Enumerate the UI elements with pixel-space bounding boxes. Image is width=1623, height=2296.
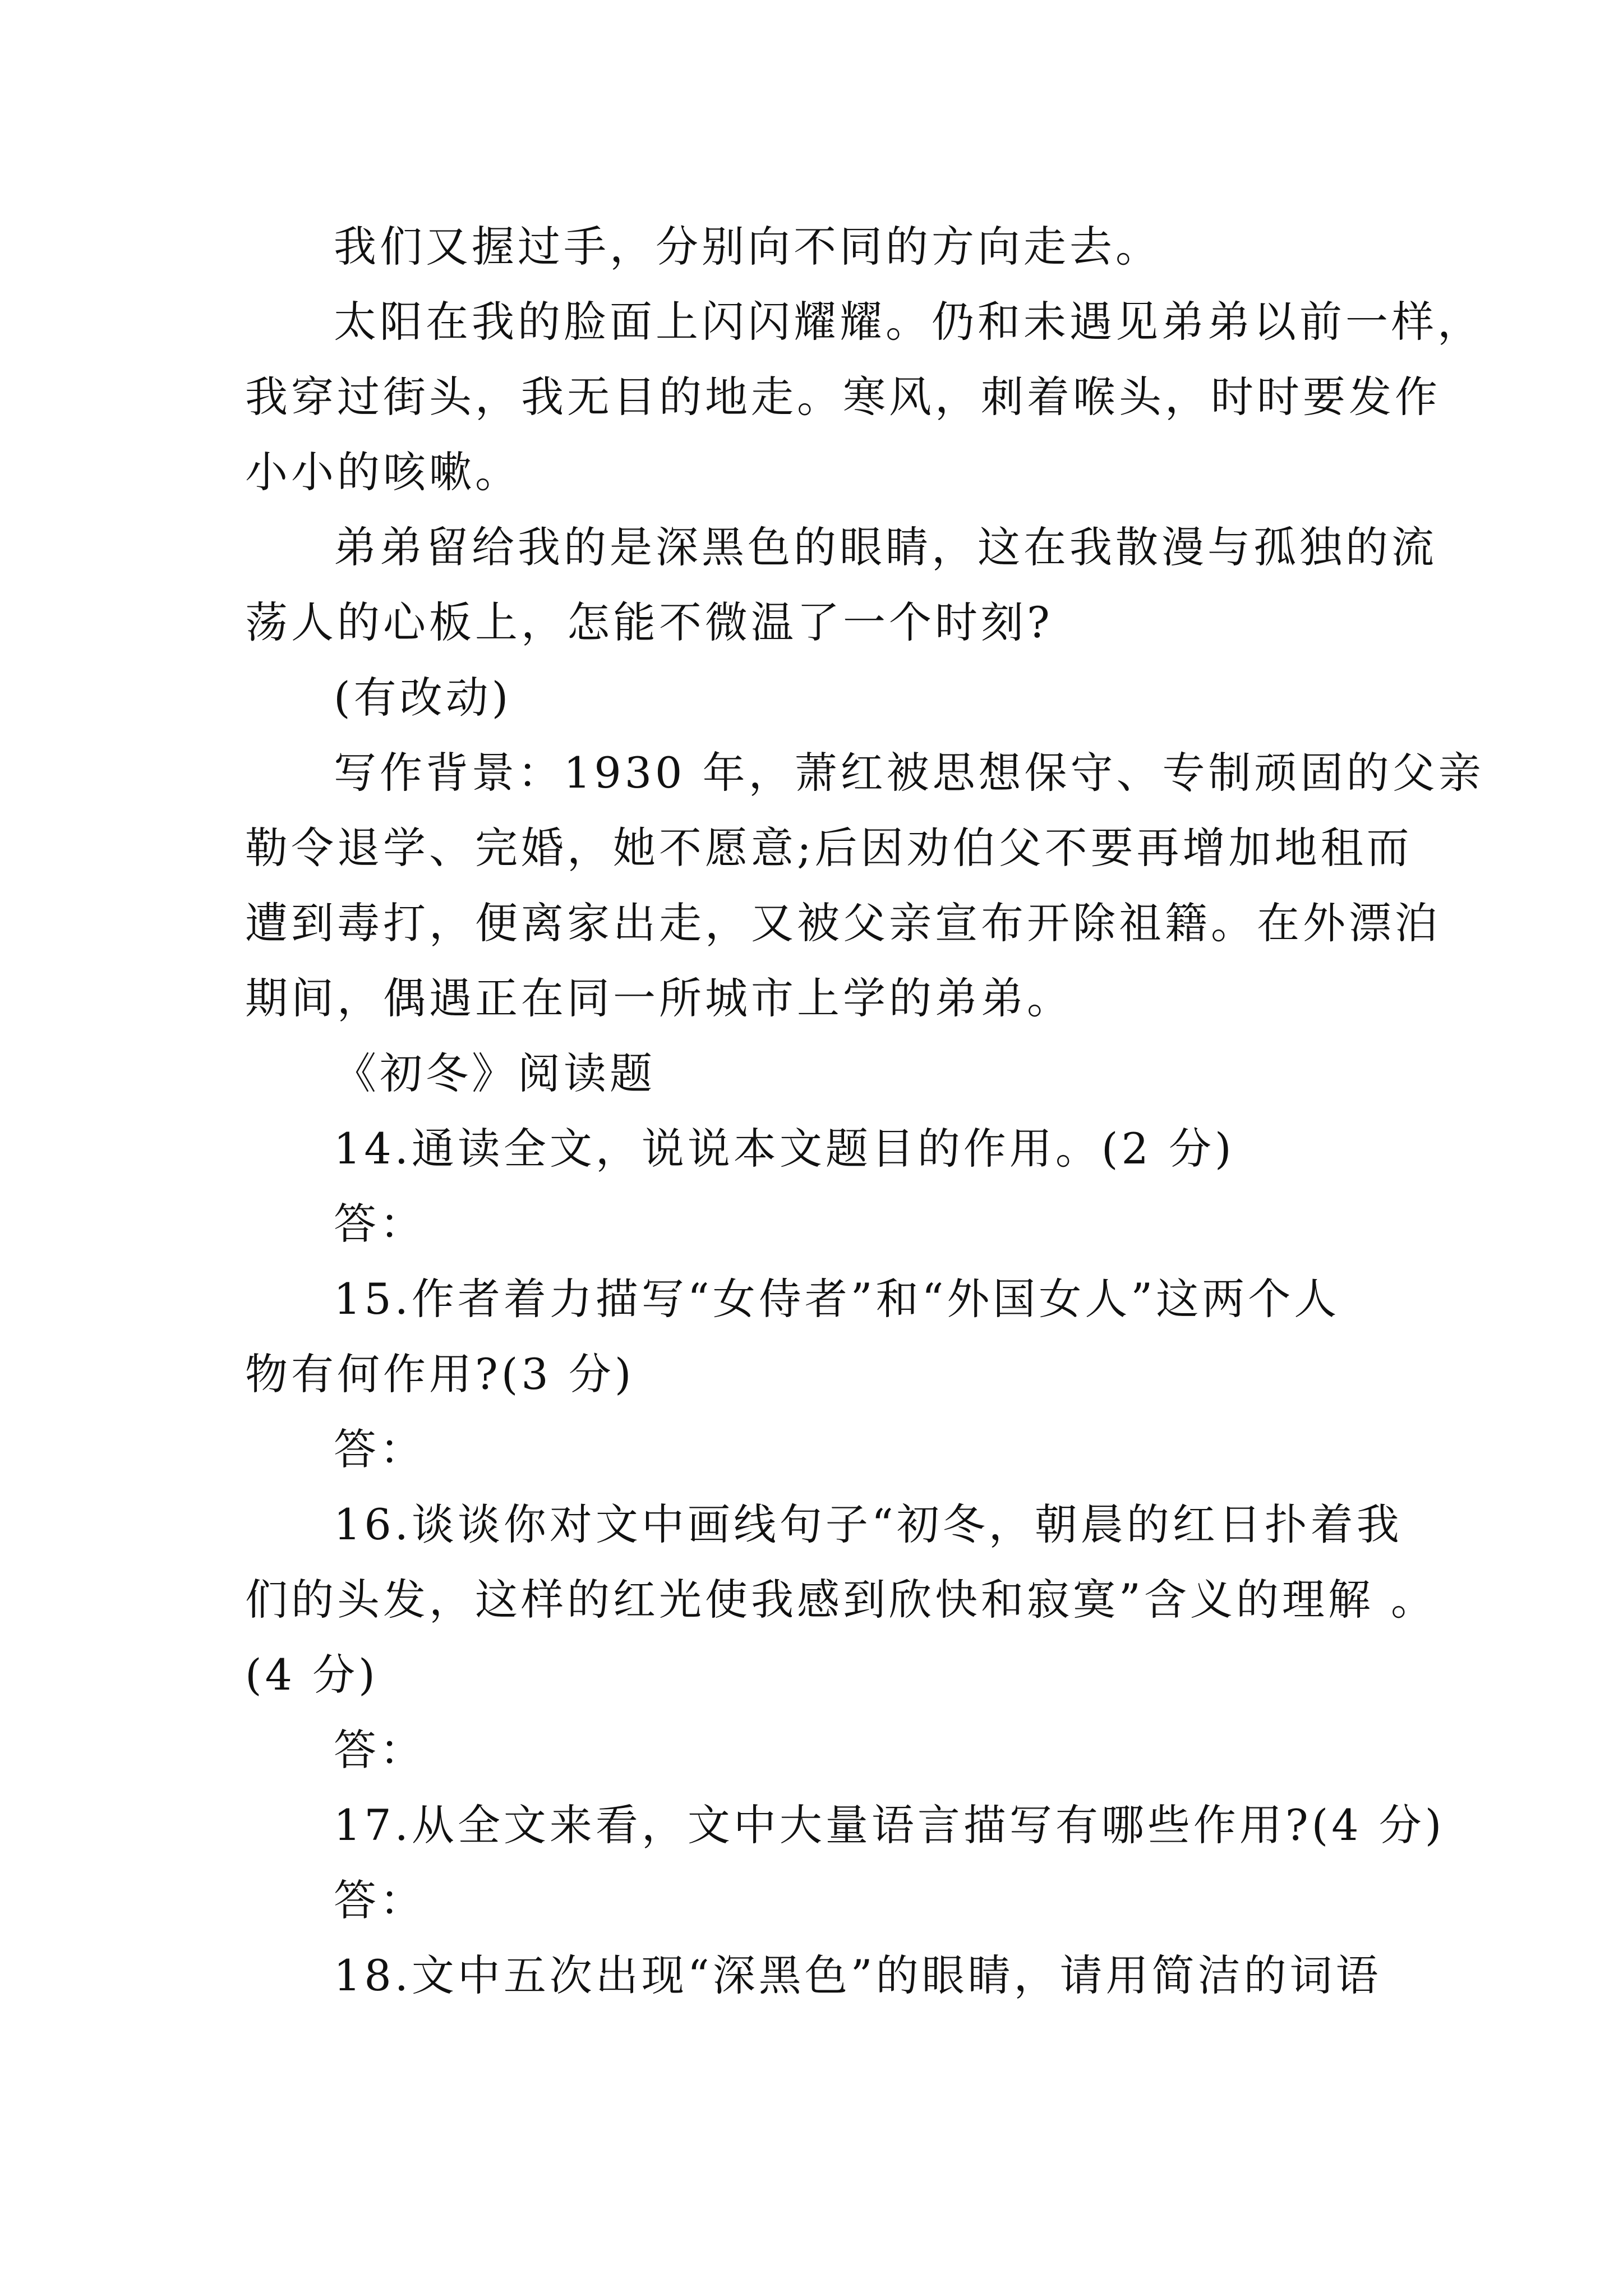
question-16-cont: 们的头发，这样的红光使我感到欣快和寂寞”含义的理解 。 (245, 1575, 1437, 1625)
question-18: 18.文中五次出现“深黑色”的眼睛，请用简洁的词语 (334, 1950, 1382, 2000)
question-14: 14.通读全文，说说本文题目的作用。(2 分) (334, 1124, 1235, 1174)
question-16-cont: (4 分) (245, 1650, 379, 1700)
question-16: 16.谈谈你对文中画线句子“初冬，朝晨的红日扑着我 (334, 1499, 1403, 1549)
answer-label: 答： (334, 1424, 426, 1474)
answer-label: 答： (334, 1199, 426, 1249)
background-line: 勒令退学、完婚，她不愿意;后因劝伯父不要再增加地租而 (245, 823, 1413, 873)
paragraph-line: 弟弟留给我的是深黑色的眼睛，这在我散漫与孤独的流 (334, 522, 1437, 572)
question-15: 15.作者着力描写“女侍者”和“外国女人”这两个人 (334, 1274, 1340, 1324)
answer-label: 答： (334, 1875, 426, 1925)
question-15-cont: 物有何作用?(3 分) (245, 1349, 635, 1399)
paragraph-line: 我穿过街头，我无目的地走。寒风，刺着喉头，时时要发作 (245, 372, 1441, 422)
background-line: 期间，偶遇正在同一所城市上学的弟弟。 (245, 973, 1073, 1023)
answer-label: 答： (334, 1725, 426, 1775)
paragraph-line: 我们又握过手，分别向不同的方向走去。 (334, 222, 1161, 272)
paragraph-line: 荡人的心板上，怎能不微温了一个时刻? (245, 597, 1053, 647)
section-heading: 《初冬》阅读题 (334, 1048, 656, 1098)
source-note: (有改动) (334, 673, 512, 723)
background-line: 写作背景：1930 年，萧红被思想保守、专制顽固的父亲 (334, 748, 1484, 798)
question-17: 17.从全文来看，文中大量语言描写有哪些作用?(4 分) (334, 1800, 1445, 1850)
paragraph-line: 小小的咳嗽。 (245, 447, 521, 497)
paragraph-line: 太阳在我的脸面上闪闪耀耀。仍和未遇见弟弟以前一样， (334, 297, 1483, 347)
background-line: 遭到毒打，便离家出走，又被父亲宣布开除祖籍。在外漂泊 (245, 898, 1441, 948)
